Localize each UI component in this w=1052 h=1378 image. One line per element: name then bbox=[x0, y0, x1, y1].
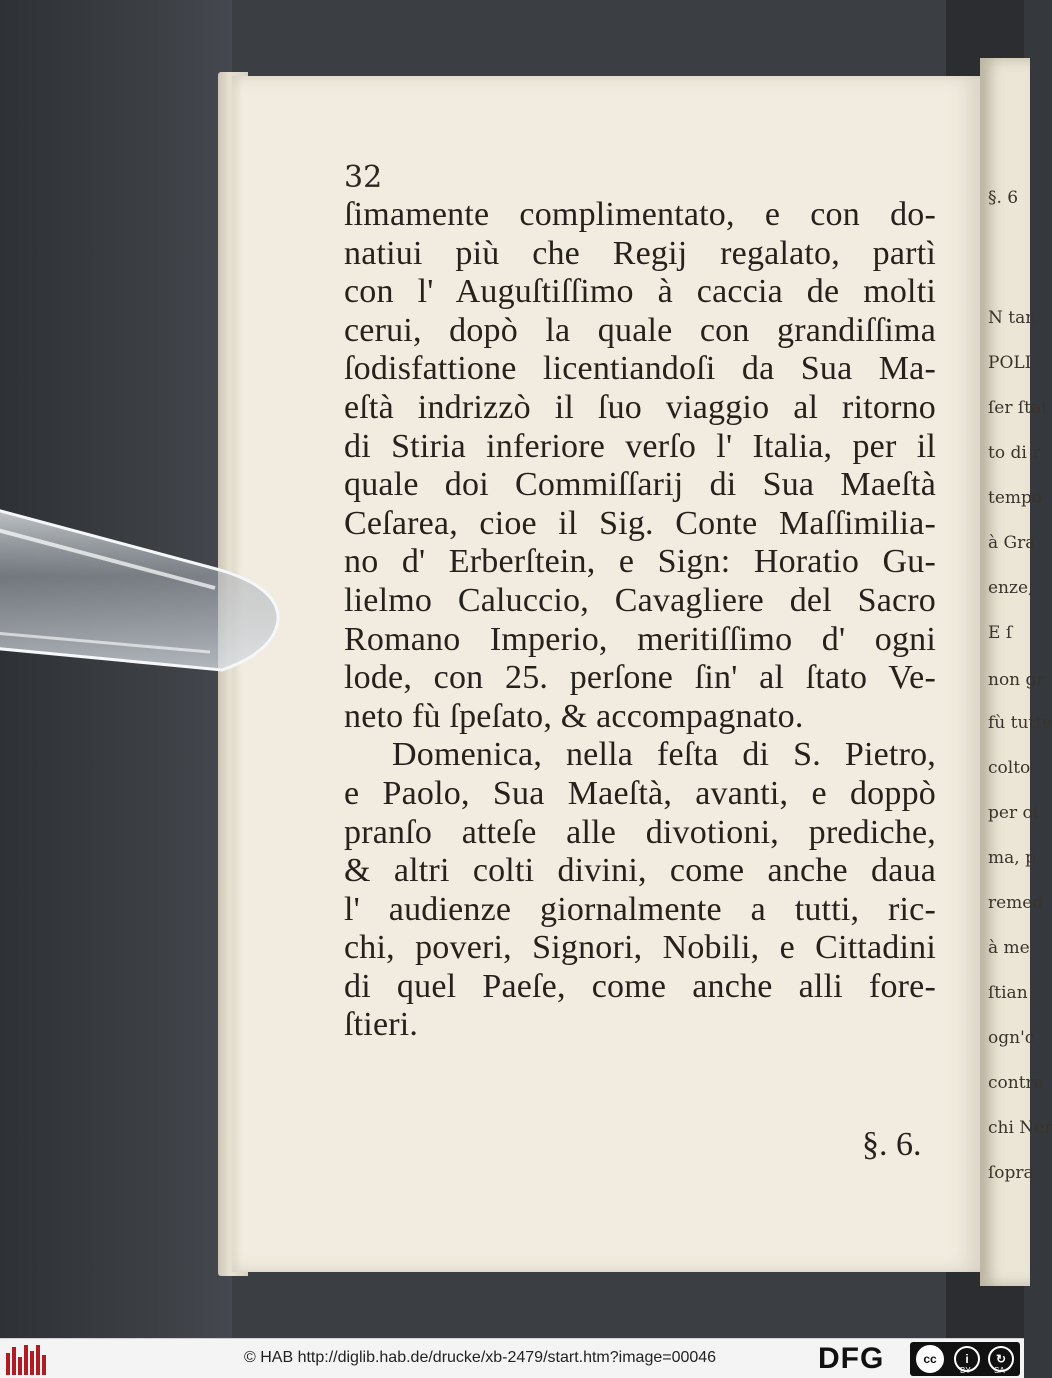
text-line: ſimamente complimentato, e con do- bbox=[344, 196, 936, 233]
facing-page-fragment: fù tutte bbox=[988, 713, 1052, 733]
dfg-logo: DFG bbox=[818, 1342, 885, 1375]
attribution-icon: i bbox=[954, 1346, 980, 1372]
text-line: neto fù ſpeſato, & accompagnato. bbox=[344, 697, 804, 735]
by-label: BY bbox=[960, 1366, 971, 1375]
text-line: chi, poveri, Signori, Nobili, e Cittadini bbox=[344, 929, 936, 967]
facing-page-fragment: à me bbox=[988, 938, 1030, 958]
facing-page-fragment: remed bbox=[988, 893, 1044, 913]
source-credit[interactable]: © HAB http://diglib.hab.de/drucke/xb-2479/start.htm?image=00046 bbox=[244, 1349, 717, 1366]
text-line: Ceſarea, cioe il Sig. Conte Maſſimilia- bbox=[344, 504, 936, 542]
share-alike-icon: ↻ bbox=[988, 1346, 1014, 1372]
text-line: lode, con 25. perſone ſin' al ſtato Ve- bbox=[344, 659, 936, 697]
text-line: di quel Paeſe, come anche alli fore- bbox=[344, 967, 936, 1005]
facing-page-fragment: non gr bbox=[988, 670, 1045, 690]
text-line: l' audienze giornalmente a tutti, ric- bbox=[344, 890, 936, 928]
cc-by-sa-icon[interactable] bbox=[910, 1342, 1020, 1376]
text-line: ſtieri. bbox=[344, 1006, 419, 1044]
cc-icon: cc bbox=[916, 1345, 944, 1373]
footer-bar bbox=[0, 1338, 1024, 1378]
text-line: e Paolo, Sua Maeſtà, avanti, e doppò bbox=[344, 774, 936, 812]
facing-page bbox=[980, 58, 1052, 1286]
text-line: di Stiria inferiore verſo l' Italia, per il bbox=[344, 427, 936, 465]
sa-label: SA bbox=[994, 1366, 1005, 1375]
glass-weight-image bbox=[0, 470, 290, 680]
facing-page-fragment: enze, bbox=[988, 578, 1034, 598]
text-line: cerui, dopò la quale con grandiſſima bbox=[344, 311, 936, 349]
facing-page-fragment: ſopra bbox=[988, 1163, 1034, 1183]
facing-page-fragment: per ot bbox=[988, 803, 1040, 823]
facing-page-fragment: contra bbox=[988, 1073, 1044, 1093]
facing-page-fragment: colto bbox=[988, 758, 1031, 778]
facing-page-fragment: ſer ſtat bbox=[988, 398, 1048, 418]
text-line: Domenica, nella feſta di S. Pietro, bbox=[392, 736, 936, 774]
text-line: natiui più che Regij regalato, partì bbox=[344, 234, 936, 272]
facing-page-fragment: à Gra bbox=[988, 533, 1036, 553]
text-line: pranſo atteſe alle divotioni, prediche, bbox=[344, 813, 936, 851]
catchword: §. 6. bbox=[862, 1126, 922, 1163]
text-line: quale doi Commiſſarij di Sua Maeſtà bbox=[344, 466, 936, 504]
text-line: & altri colti divini, come anche daua bbox=[344, 852, 936, 890]
facing-page-fragment: §. 6 bbox=[988, 188, 1019, 208]
text-line: eſtà indrizzò il ſuo viaggio al ritorno bbox=[344, 388, 936, 426]
hab-logo-icon bbox=[6, 1343, 50, 1375]
page-text bbox=[344, 196, 936, 1045]
text-line: no d' Erberſtein, e Sign: Horatio Gu- bbox=[344, 543, 936, 581]
facing-page-fragment: tempo bbox=[988, 488, 1043, 508]
page-number: 32 bbox=[344, 160, 383, 195]
facing-page-fragment: ogn'c bbox=[988, 1028, 1035, 1048]
facing-page-fragment: POLI bbox=[988, 353, 1032, 373]
facing-page-fragment: ſtian bbox=[988, 983, 1028, 1003]
facing-page-fragment: to di r bbox=[988, 443, 1041, 463]
facing-page-fragment: N tan bbox=[988, 308, 1037, 328]
facing-page-fragment: ma, p bbox=[988, 848, 1036, 868]
facing-page-fragment: E ſ bbox=[988, 623, 1013, 643]
text-line: lielmo Caluccio, Cavagliere del Sacro bbox=[344, 581, 936, 619]
text-line: Romano Imperio, meritiſſimo d' ogni bbox=[344, 620, 936, 658]
text-line: ſodisfattione licentiandoſi da Sua Ma- bbox=[344, 350, 936, 388]
text-line: con l' Auguſtiſſimo à caccia de molti bbox=[344, 273, 936, 311]
facing-page-fragment: chi Ner bbox=[988, 1118, 1052, 1138]
